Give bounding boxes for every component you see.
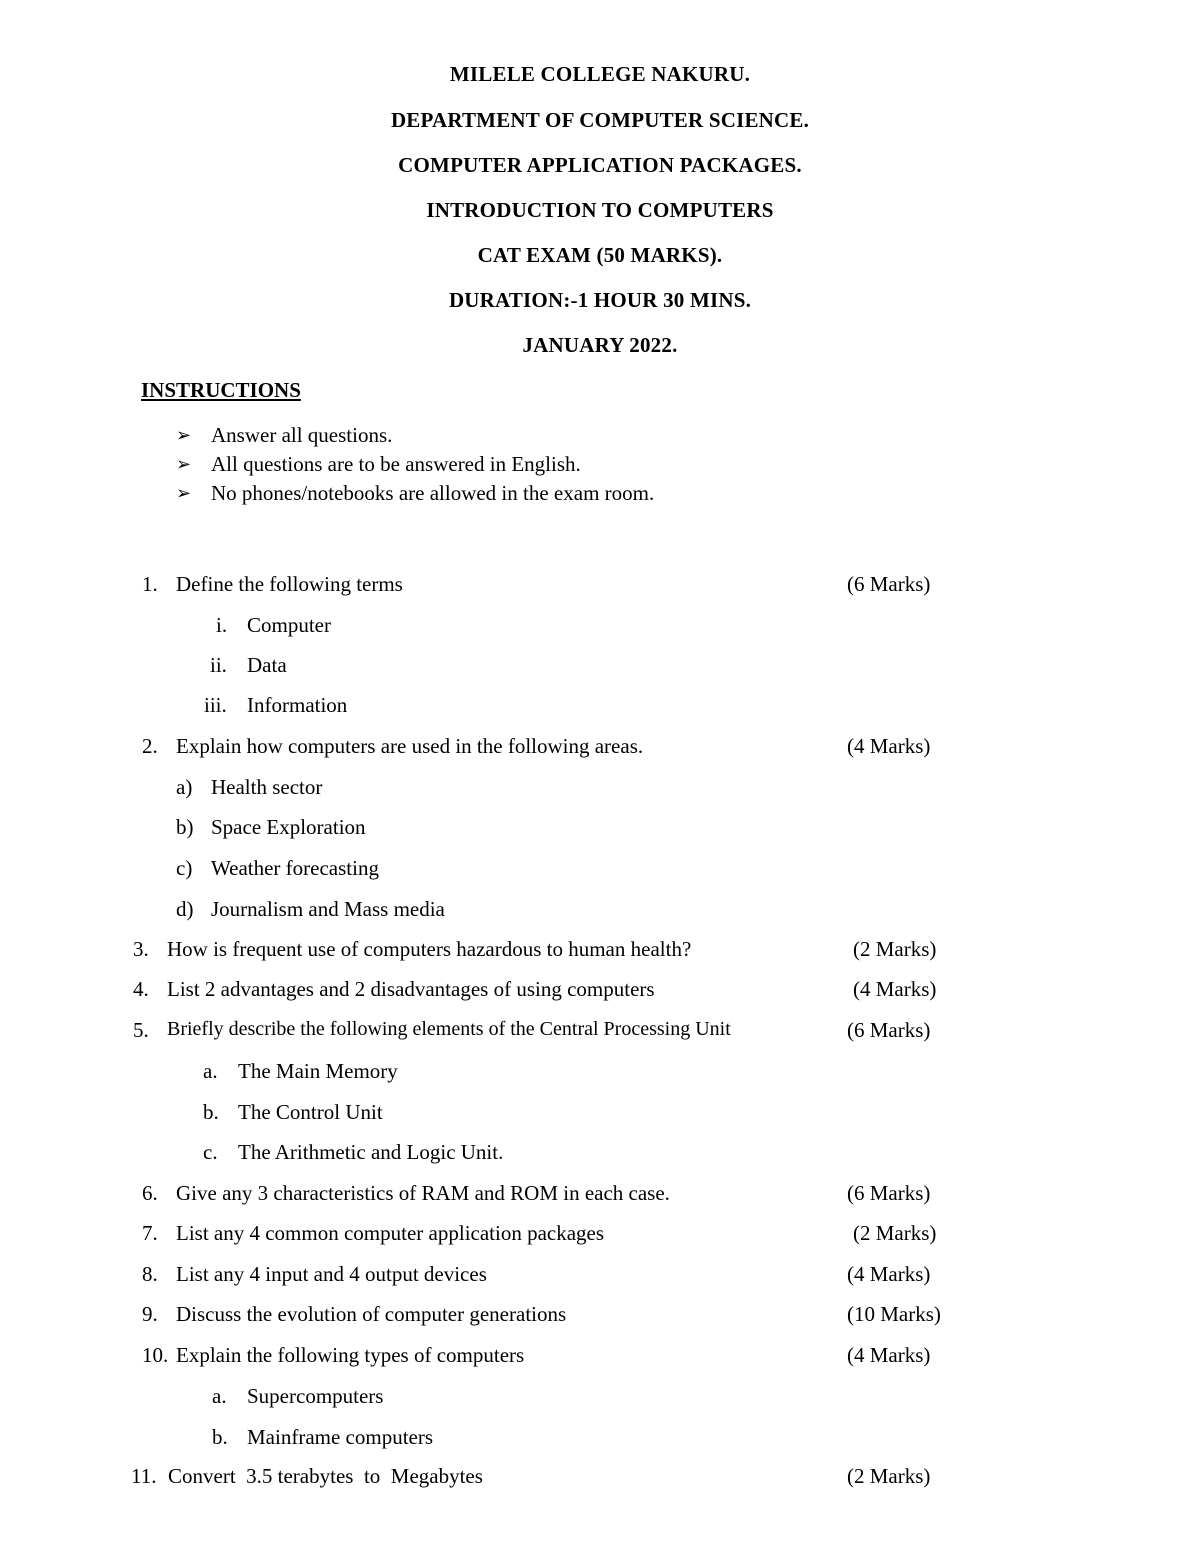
question-number: 10. (142, 1343, 169, 1367)
sub-item-label: a. (203, 1059, 218, 1083)
college-name: MILELE COLLEGE NAKURU. (449, 62, 751, 86)
sub-item-label: b. (203, 1100, 219, 1124)
question-marks: (6 Marks) (847, 1018, 931, 1042)
sub-item-text: Journalism and Mass media (211, 897, 445, 921)
arrow-bullet-icon: ➢ (176, 483, 192, 503)
sub-item-text: Information (247, 693, 348, 717)
sub-item-label: b) (176, 815, 194, 839)
exam-title: CAT EXAM (50 MARKS). (477, 243, 723, 267)
instruction-item: No phones/notebooks are allowed in the exam room. (211, 481, 655, 505)
sub-item-label: iii. (204, 693, 227, 717)
question-text: List 2 advantages and 2 disadvantages of using computers (167, 977, 655, 1001)
sub-item-label: ii. (210, 653, 227, 677)
instructions-title: INSTRUCTIONS (141, 378, 301, 402)
question-text: Define the following terms (176, 572, 403, 596)
sub-item-text: Data (247, 653, 287, 677)
question-marks: (4 Marks) (847, 734, 931, 758)
question-text: List any 4 input and 4 output devices (176, 1262, 487, 1286)
question-text: Explain the following types of computers (176, 1343, 525, 1367)
question-number: 2. (142, 734, 158, 758)
sub-item-text: Health sector (211, 775, 323, 799)
sub-item-label: d) (176, 897, 194, 921)
exam-duration: DURATION:-1 HOUR 30 MINS. (448, 288, 752, 312)
question-text: Convert 3.5 terabytes to Megabytes (168, 1464, 483, 1488)
sub-item-label: c) (176, 856, 193, 880)
question-number: 3. (133, 937, 149, 961)
question-marks: (4 Marks) (847, 1262, 931, 1286)
question-text: How is frequent use of computers hazardous to human health? (167, 937, 692, 961)
sub-item-label: i. (216, 613, 228, 637)
exam-date: JANUARY 2022. (522, 333, 678, 357)
sub-item-text: Weather forecasting (211, 856, 379, 880)
question-marks: (2 Marks) (853, 1221, 937, 1245)
instruction-item: All questions are to be answered in English. (211, 452, 581, 476)
sub-item-text: The Arithmetic and Logic Unit. (238, 1140, 504, 1164)
question-marks: (2 Marks) (853, 937, 937, 961)
question-text: Briefly describe the following elements of the Central Processing Unit (167, 1018, 731, 1040)
question-number: 6. (142, 1181, 158, 1205)
question-number: 1. (142, 572, 158, 596)
question-number: 5. (133, 1018, 149, 1042)
sub-item-text: The Control Unit (238, 1100, 383, 1124)
arrow-bullet-icon: ➢ (176, 425, 192, 445)
question-marks: (4 Marks) (853, 977, 937, 1001)
department-name: DEPARTMENT OF COMPUTER SCIENCE. (390, 108, 810, 132)
instruction-item: Answer all questions. (211, 423, 393, 447)
course-name: COMPUTER APPLICATION PACKAGES. (398, 153, 802, 177)
question-number: 11. (131, 1464, 157, 1488)
question-text: Discuss the evolution of computer generations (176, 1302, 567, 1326)
question-text: Give any 3 characteristics of RAM and ROM in each case. (176, 1181, 670, 1205)
sub-item-text: Space Exploration (211, 815, 366, 839)
question-marks: (10 Marks) (847, 1302, 941, 1326)
question-number: 8. (142, 1262, 158, 1286)
sub-item-label: a) (176, 775, 193, 799)
question-text: List any 4 common computer application packages (176, 1221, 605, 1245)
question-marks: (4 Marks) (847, 1343, 931, 1367)
question-marks: (6 Marks) (847, 572, 931, 596)
arrow-bullet-icon: ➢ (176, 454, 192, 474)
sub-item-text: Supercomputers (247, 1384, 384, 1408)
sub-item-text: Computer (247, 613, 331, 637)
sub-item-label: c. (203, 1140, 218, 1164)
sub-item-text: Mainframe computers (247, 1425, 434, 1449)
question-marks: (6 Marks) (847, 1181, 931, 1205)
question-text: Explain how computers are used in the following areas. (176, 734, 644, 758)
question-number: 7. (142, 1221, 158, 1245)
question-number: 9. (142, 1302, 158, 1326)
question-marks: (2 Marks) (847, 1464, 931, 1488)
question-number: 4. (133, 977, 149, 1001)
sub-item-text: The Main Memory (238, 1059, 398, 1083)
sub-item-label: b. (212, 1425, 228, 1449)
unit-name: INTRODUCTION TO COMPUTERS (426, 198, 774, 222)
sub-item-label: a. (212, 1384, 227, 1408)
